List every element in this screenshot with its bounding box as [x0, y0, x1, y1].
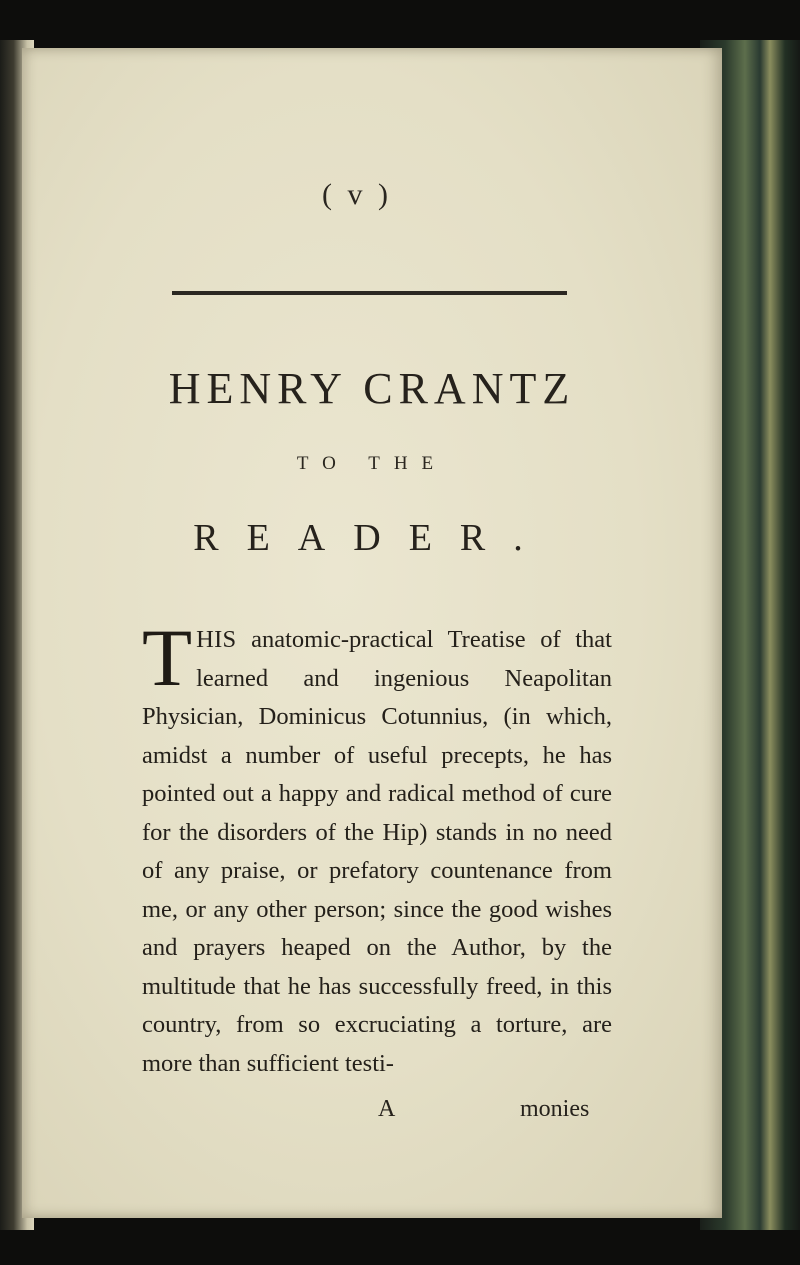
first-word-rest: HIS [196, 626, 237, 653]
subheading: TO THE [296, 453, 448, 474]
book-page [22, 48, 722, 1218]
page-heading: HENRY CRANTZ [168, 364, 576, 413]
horizontal-rule [172, 291, 567, 295]
catchword: monies [520, 1096, 590, 1122]
signature-mark: A [378, 1096, 396, 1122]
body-text: anatomic-practical Treatise of that learned and ingenious Neapolitan Physician, Dominicus Cotunnius, (in which, amidst a number of useful precepts, he has pointed out a happy and radical method of cure for the disorders of the Hip) stands in no need of any praise, or prefatory countenance from me, or any other person; since the good wishes and prayers heaped on the Author, by the multitude that he has successfully freed, in this country, from so excruciating a torture, are more than sufficient testi- [142, 626, 612, 1077]
page-number: ( v ) [322, 178, 392, 211]
drop-cap: T [142, 612, 193, 703]
subtitle: READER. [193, 517, 551, 559]
body-paragraph [142, 612, 612, 1083]
